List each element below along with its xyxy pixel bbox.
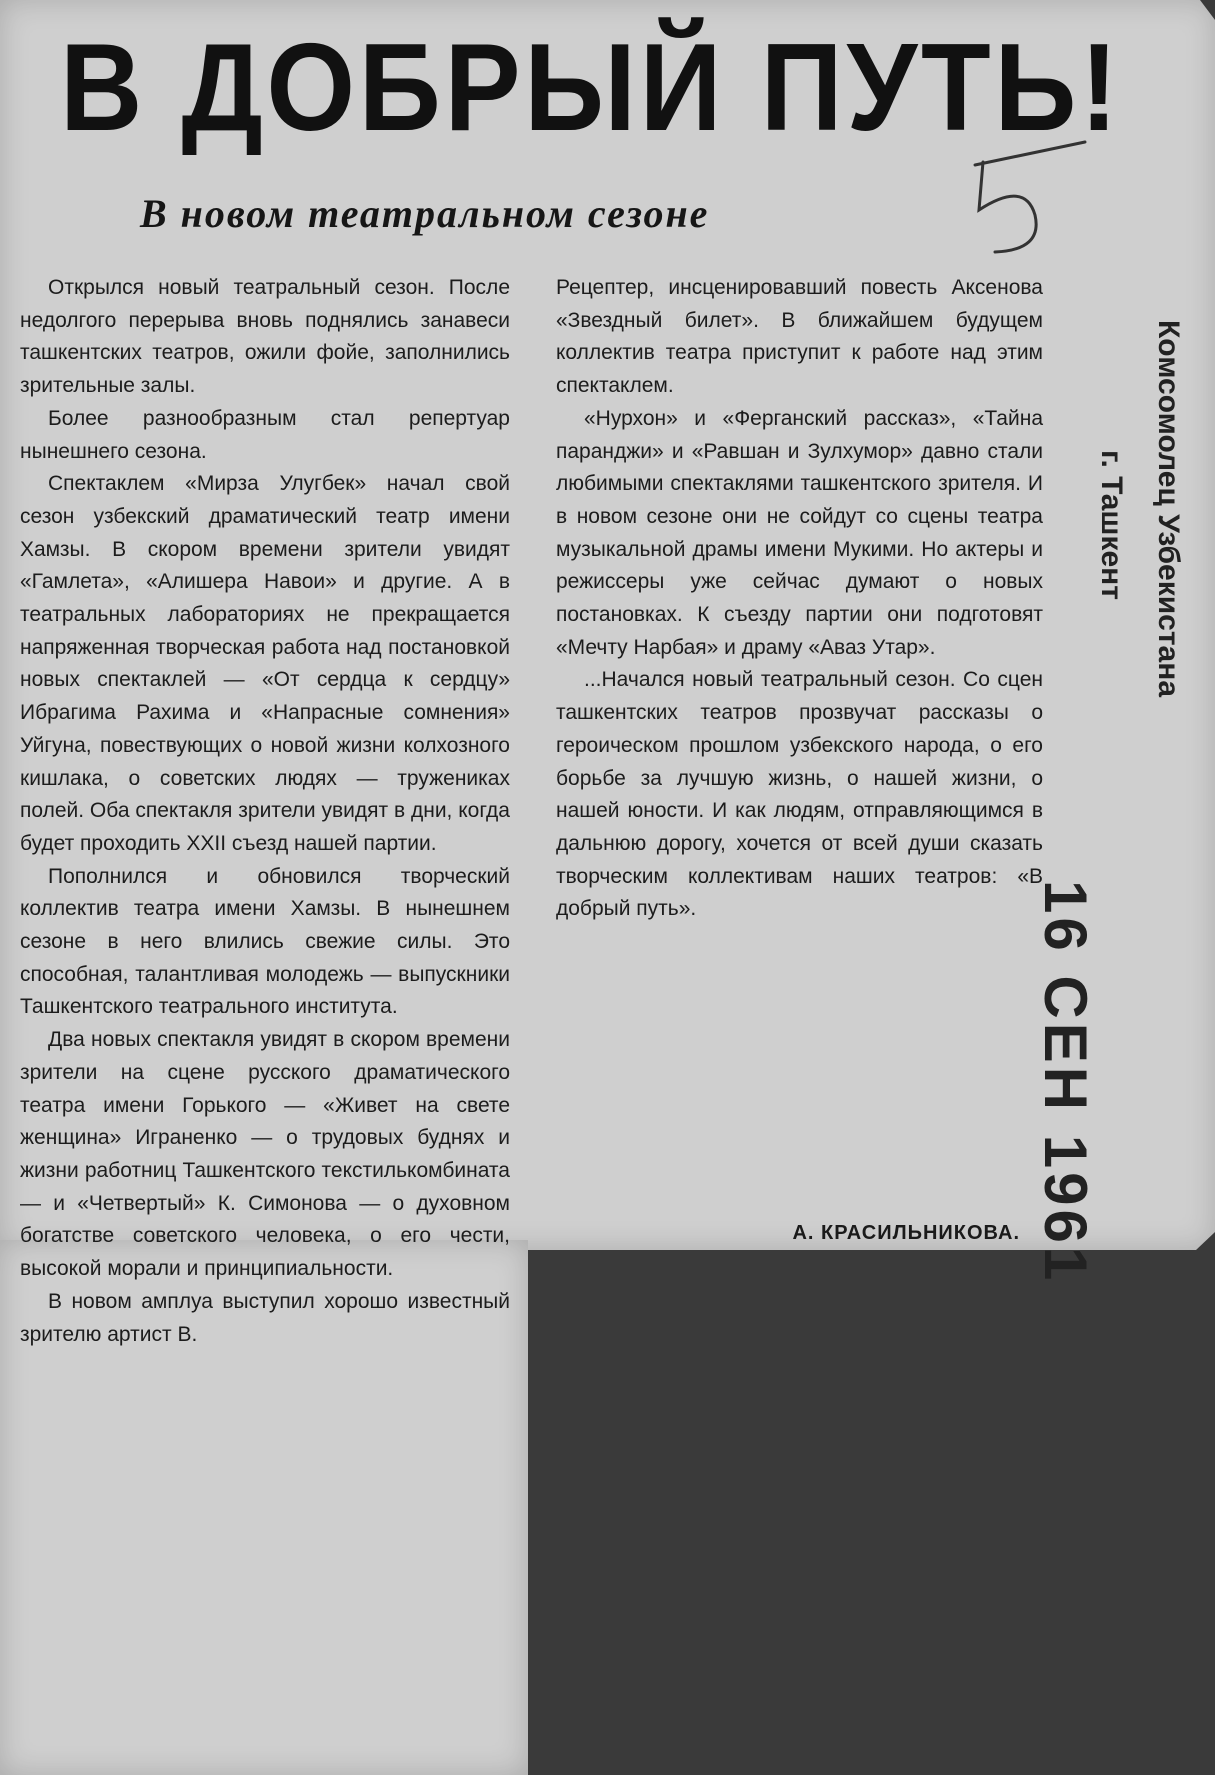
paragraph: Два новых спектакля увидят в скором времени зрители на сцене русского драматического театра имени Горького — «Живет на свете женщина» Играненко — о трудовых буднях и жизни работниц Ташкентского текстилькомбината — и «Четвертый» К. Симонова — о духовном богатстве советского человека, о его чести, высокой морали и принципиальности. (20, 1028, 510, 1281)
article-column-left (20, 272, 510, 1351)
author-signature: А. КРАСИЛЬНИКОВА. (792, 1222, 1020, 1244)
subheadline: В новом театральном сезоне (140, 191, 710, 236)
stamp-date: 16 СЕН 1961 (1032, 880, 1099, 1285)
paragraph: Рецептер, инсценировавший повесть Аксенова «Звездный билет». В ближайшем будущем коллектив театра приступит к работе над этим спектаклем. (556, 276, 1043, 398)
paragraph: Более разнообразным стал репертуар нынешнего сезона. (20, 406, 510, 463)
paragraph: ...Начался новый театральный сезон. Со сцен ташкентских театров прозвучат рассказы о героическом прошлом узбекского народа, о его борьбе за лучшую жизнь, о нашей жизни, о нашей юности. И как людям, отправляющимся в дальнюю дорогу, хочется от всей души сказать творческим коллективам наших театров: «В добрый путь». (556, 668, 1043, 921)
headline: В ДОБРЫЙ ПУТЬ! (60, 19, 1122, 157)
handwritten-mark-five (965, 140, 1095, 260)
article-column-right (556, 272, 1043, 926)
stamp-newspaper-name: Комсомолец Узбекистана (1152, 320, 1185, 698)
paragraph: Пополнился и обновился творческий коллектив театра имени Хамзы. В нынешнем сезоне в него влились свежие силы. Это способная, талантливая молодежь — выпускники Ташкентского театрального института. (20, 864, 510, 1019)
paragraph: «Нурхон» и «Ферганский рассказ», «Тайна паранджи» и «Равшан и Зулхумор» давно стали любимыми спектаклями ташкентского зрителя. И в новом сезоне они не сойдут со сцены театра музыкальной драмы имени Мукими. Но актеры и режиссеры уже сейчас думают о новых постановках. К съезду партии они подготовят «Мечту Нарбая» и драму «Аваз Утар». (556, 406, 1043, 659)
paragraph: Спектаклем «Мирза Улугбек» начал свой сезон узбекский драматический театр имени Хамзы. В скором времени зрители увидят «Гамлета», «Алишера Навои» и другие. А в театральных лабораториях не прекращается напряженная творческая работа над постановкой новых спектаклей — «От сердца к сердцу» Ибрагима Рахима и «Напрасные сомнения» Уйгуна, повествующих о новой жизни колхозного кишлака, о советских людях — тружениках полей. Оба спектакля зрители увидят в дни, когда будет проходить XXII съезд нашей партии. (20, 472, 510, 855)
paragraph: В новом амплуа выступил хорошо известный зрителю артист В. (20, 1289, 510, 1346)
paragraph: Открылся новый театральный сезон. После недолгого перерыва вновь поднялись занавеси ташкентских театров, ожили фойе, заполнились зрительные залы. (20, 276, 510, 398)
stamp-city: г. Ташкент (1095, 450, 1128, 600)
